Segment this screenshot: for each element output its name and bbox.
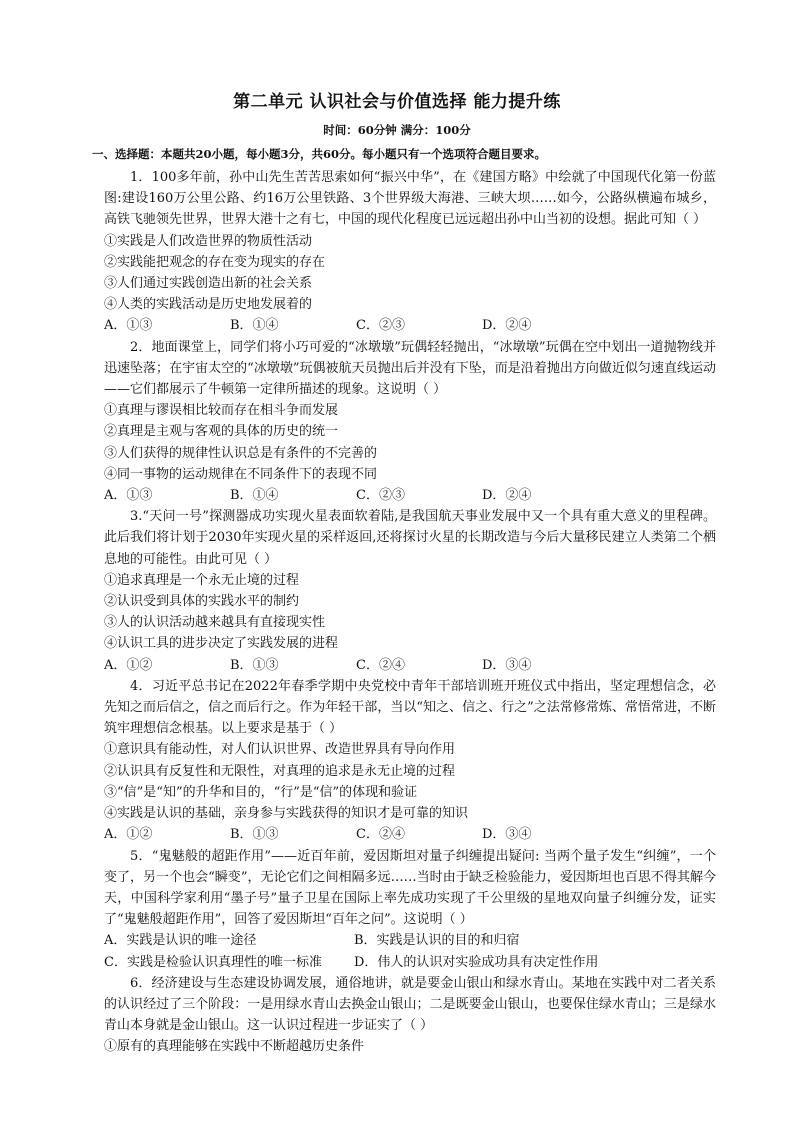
answer-c: C．②③: [356, 488, 405, 504]
question-4-stem: 4．习近平总书记在2022年春季学期中央党校中青年干部培训班开班仪式中指出，坚定理想信念，必先知之而后信之，信之而后行之。作为年轻干部，当以“知之、信之、行之”之法常修常炼、常悟常进，不断筑牢理想信念根基。以上要求是基于（ ）: [104, 678, 716, 737]
answer-a: A．①③: [104, 318, 153, 334]
question-5-answers-row-1: [104, 930, 716, 951]
answer-d: D．③④: [482, 827, 532, 843]
question-3-item-4: ④认识工具的进步决定了实践发展的进程: [104, 636, 339, 652]
answer-d: D．②④: [482, 318, 532, 334]
exam-meta: 时间：60分钟 满分：100分: [323, 123, 471, 137]
answer-b: B．①④: [230, 488, 279, 504]
question-3-stem: 3.“天问一号”探测器成功实现火星表面软着陆,是我国航天事业发展中又一个具有重大意义的里程碑。此后我们将计划于2030年实现火星的采样返回,还将探讨火星的长期改造与今后大量移民建立人类第二个栖息地的可能性。由此可见（ ）: [104, 509, 716, 567]
question-1-item-2: ②实践能把观念的存在变为现实的存在: [104, 254, 326, 270]
answer-c: C．实践是检验认识真理性的唯一标准: [104, 954, 322, 970]
answer-c: C．②③: [356, 318, 405, 334]
section-heading: 一、选择题：本题共20小题，每小题3分，共60分。每小题只有一个选项符合题目要求。: [92, 147, 547, 161]
question-2-stem: 2．地面课堂上，同学们将小巧可爱的“冰墩墩”玩偶轻轻抛出，“冰墩墩”玩偶在空中划出一道抛物线并迅速坠落；在宇宙太空的“冰墩墩”玩偶被航天员抛出后并没有下坠，而是沿着抛出方向做近似匀速直线运动——它们都展示了牛顿第一定律所描述的现象。这说明（ ）: [104, 339, 716, 398]
question-6-item-1: ①原有的真理能够在实践中不断超越历史条件: [104, 1039, 365, 1055]
question-3-item-2: ②认识受到具体的实践水平的制约: [104, 594, 300, 610]
question-4-item-4: ④实践是认识的基础，亲身参与实践获得的知识才是可靠的知识: [104, 806, 469, 822]
question-3-item-1: ①追求真理是一个永无止境的过程: [104, 572, 300, 588]
question-5-stem: 5．“鬼魅般的超距作用”——近百年前，爱因斯坦对量子纠缠提出疑问: 当两个量子发生“纠缠”，一个变了，另一个也会“瞬变”，无论它们之间相隔多远……当时由于缺乏检验能力，爱因斯坦也百思不得其解今天，中国科学家利用“墨子号”量子卫星在国际上率先成功实现了千公里级的星地双向量子纠缠分发，证实了“鬼魅般超距作用”，回答了爱因斯坦“百年之问”。这说明（ ）: [104, 848, 716, 928]
answer-b: B．①③: [230, 657, 279, 673]
answer-c: C．②④: [356, 827, 405, 843]
question-3-item-3: ③人的认识活动越来越具有直接现实性: [104, 615, 326, 631]
answer-d: D．③④: [482, 657, 532, 673]
answer-a: A．①②: [104, 657, 153, 673]
question-3-answers: [104, 655, 716, 676]
question-1-item-3: ③人们通过实践创造出新的社会关系: [104, 276, 313, 292]
question-2-item-2: ②真理是主观与客观的具体的历史的统一: [104, 424, 339, 440]
question-1-item-1: ①实践是人们改造世界的物质性活动: [104, 233, 313, 249]
question-1-item-4: ④人类的实践活动是历史地发展着的: [104, 297, 313, 313]
question-list: [104, 167, 716, 1058]
question-6-stem: 6．经济建设与生态建设协调发展，通俗地讲，就是要金山银山和绿水青山。某地在实践中对二者关系的认识经过了三个阶段：一是用绿水青山去换金山银山；二是既要金山银山，也要保住绿水青山；三是绿水青山本身就是金山银山。这一认识过程进一步证实了（ ）: [104, 975, 716, 1034]
answer-b: B．实践是认识的目的和归宿: [354, 933, 520, 949]
answer-b: B．①③: [230, 827, 279, 843]
question-5-answers-row-2: [104, 952, 716, 973]
question-1-stem: 1．100多年前，孙中山先生苦苦思索如何“振兴中华”，在《建国方略》中绘就了中国现代化第一份蓝图:建设160万公里公路、约16万公里铁路、3个世界级大海港、三峡大坝……如今，公路纵横遍布城乡，高铁飞驰领先世界，世界大港十之有七，中国的现代化程度已远远超出孙中山当初的设想。据此可知（ ）: [104, 170, 716, 228]
answer-b: B．①④: [230, 318, 279, 334]
question-4-item-3: ③“信”是“知”的升华和目的，“行”是“信”的体现和验证: [104, 784, 418, 800]
answer-a: A．实践是认识的唯一途径: [104, 933, 257, 949]
question-2-item-3: ③人们获得的规律性认识总是有条件的不完善的: [104, 445, 378, 461]
question-2-item-4: ④同一事物的运动规律在不同条件下的表现不同: [104, 466, 378, 482]
answer-c: C．②④: [356, 657, 405, 673]
question-1-answers: [104, 315, 716, 336]
answer-d: D．伟人的认识对实验成功具有决定性作用: [354, 954, 599, 970]
question-2-item-1: ①真理与谬误相比较而存在相斗争而发展: [104, 403, 339, 419]
question-4-item-1: ①意识具有能动性，对人们认识世界、改造世界具有导向作用: [104, 742, 456, 758]
page-title: 第二单元 认识社会与价值选择 能力提升练: [233, 92, 561, 112]
answer-a: A．①③: [104, 488, 153, 504]
question-4-item-2: ②认识具有反复性和无限性，对真理的追求是永无止境的过程: [104, 763, 456, 779]
answer-a: A．①②: [104, 827, 153, 843]
question-4-answers: [104, 824, 716, 845]
question-2-answers: [104, 485, 716, 506]
answer-d: D．②④: [482, 488, 532, 504]
